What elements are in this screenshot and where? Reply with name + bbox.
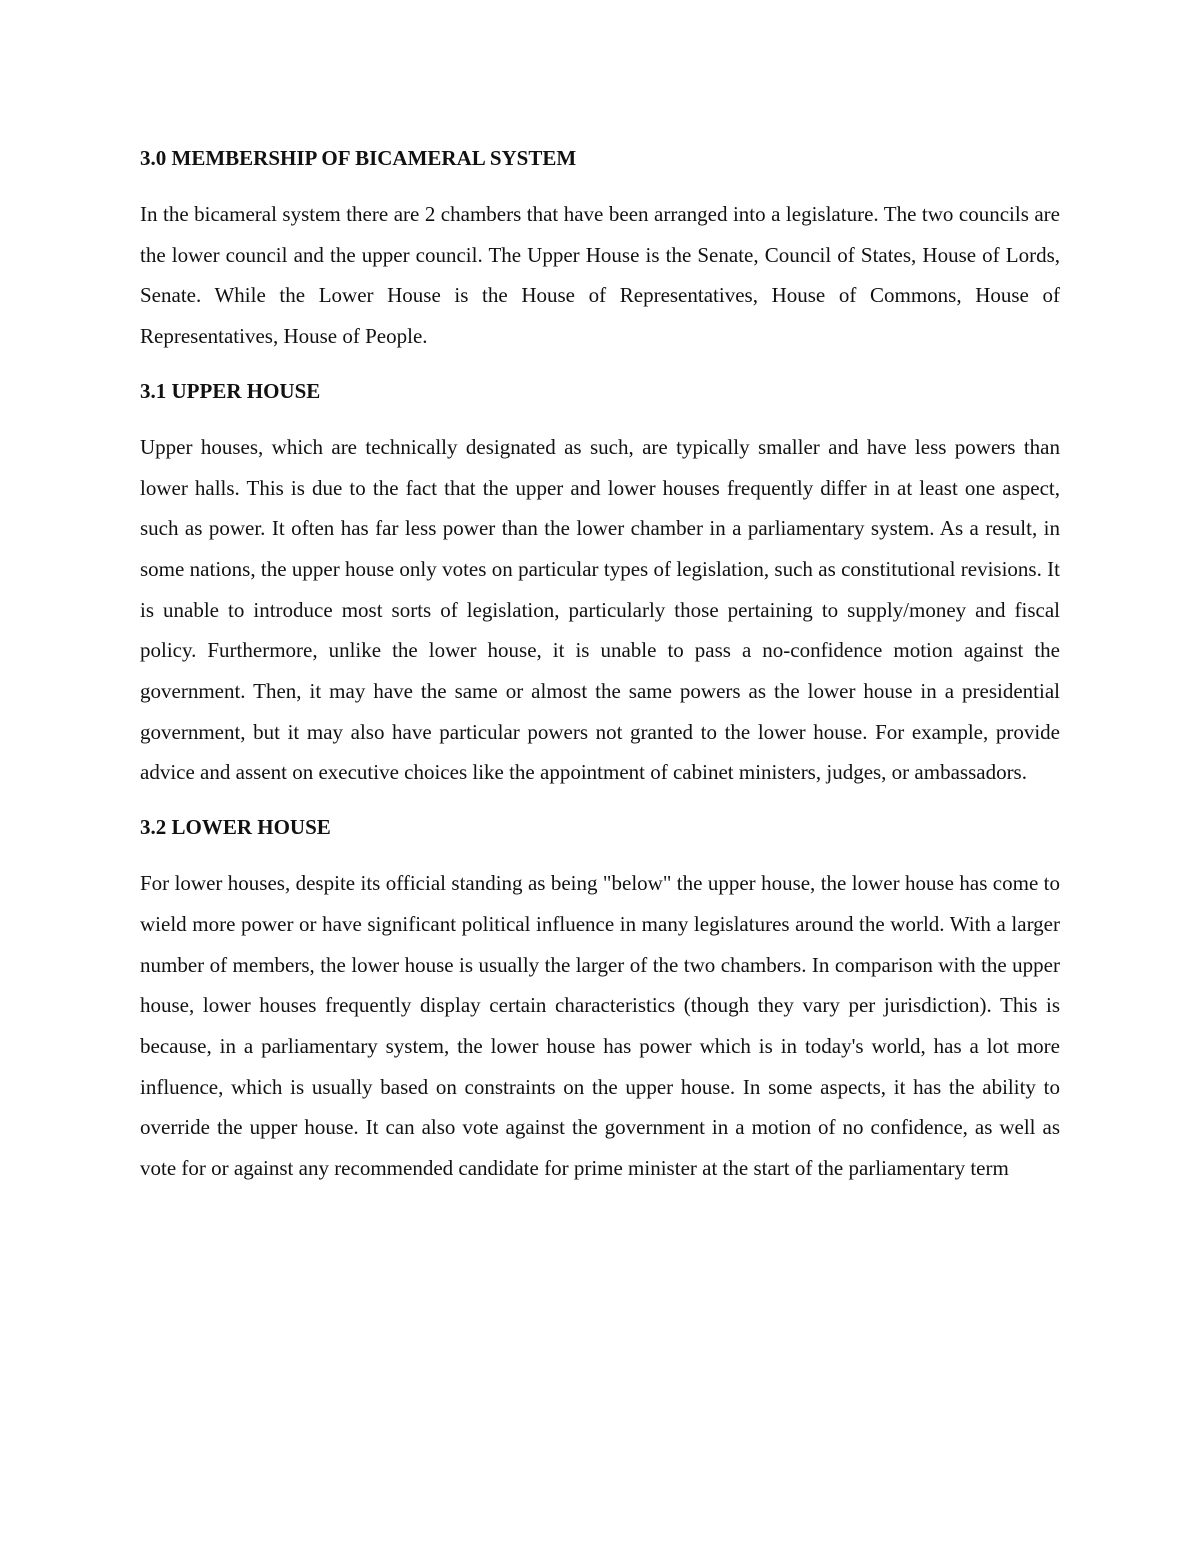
section-heading-membership: 3.0 MEMBERSHIP OF BICAMERAL SYSTEM bbox=[140, 146, 577, 170]
section-heading-upper-house: 3.1 UPPER HOUSE bbox=[140, 378, 321, 403]
section-paragraph-upper-house: Upper houses, which are technically designated as such, are typically smaller and have less powers than lower halls. This is due to the fact that the upper and lower houses frequently differ in at least one aspect, such as power. It often has far less power than the lower chamber in a parliamentary system. As a result, in some nations, the upper house only votes on particular types of legislation, such as constitutional revisions. It is unable to introduce most sorts of legislation, particularly those pertaining to supply/money and fiscal policy. Furthermore, unlike the lower house, it is unable to pass a no-confidence motion against the government. Then, it may have the same or almost the same powers as the lower house in a presidential government, but it may also have particular powers not granted to the lower house. For example, provide advice and assent on executive choices like the appointment of cabinet ministers, judges, or ambassadors. bbox=[140, 434, 1060, 785]
section-paragraph-membership: In the bicameral system there are 2 chambers that have been arranged into a legislature. The two councils are the lower council and the upper council. The Upper House is the Senate, Council of States, House of Lords, Senate. While the Lower House is the House of Representatives, House of Commons, House of Representatives, House of People. bbox=[140, 202, 1060, 349]
document-body bbox=[140, 138, 1060, 1203]
section-heading-lower-house: 3.2 LOWER HOUSE bbox=[140, 815, 331, 840]
section-paragraph-lower-house: For lower houses, despite its official standing as being "below" the upper house, the lower house has come to wield more power or have significant political influence in many legislatures around the world. With a larger number of members, the lower house is usually the larger of the two chambers. In comparison with the upper house, lower houses frequently display certain characteristics (though they vary per jurisdiction). This is because, in a parliamentary system, the lower house has power which is in today's world, has a lot more influence, which is usually based on constraints on the upper house. In some aspects, it has the ability to override the upper house. It can also vote against the government in a motion of no confidence, as well as vote for or against any recommended candidate for prime minister at the start of the parliamentary term bbox=[140, 871, 1060, 1181]
